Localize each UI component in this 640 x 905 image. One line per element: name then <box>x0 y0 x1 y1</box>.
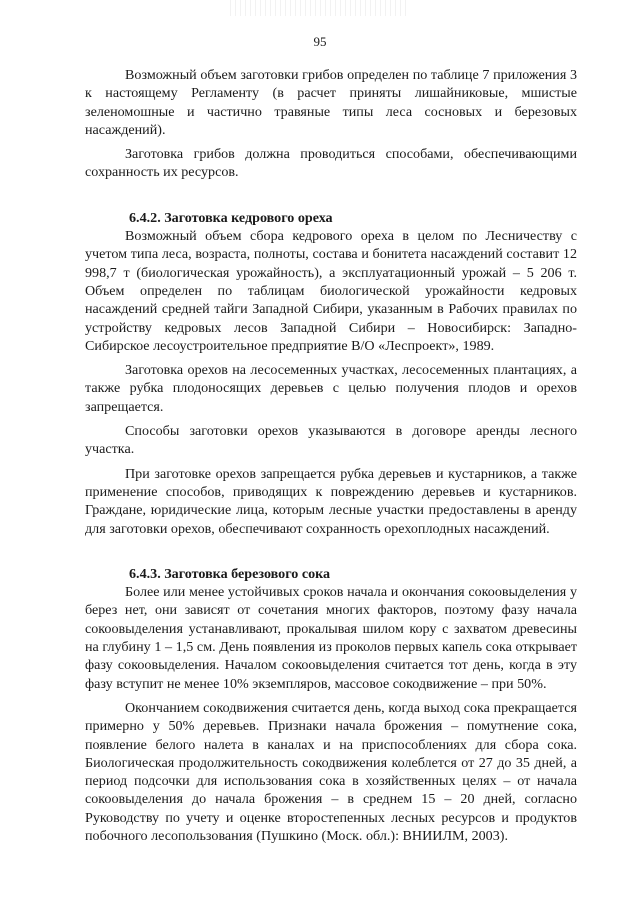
paragraph-mushroom-methods: Заготовка грибов должна проводиться способами, обеспечивающими сохранность их ресурсов. <box>85 146 577 181</box>
page-number: 95 <box>313 34 327 49</box>
paragraph-birch-start: Более или менее устойчивых сроков начала и окончания сокоовыделения у берез нет, они зависят от сочетания многих факторов, поэтому фазу начала сокоовыделения устанавливают, прокалывая шилом кору с захватом древесины на глубину 1 – 1,5 см. День появления из проколов первых капель сока открывает фазу сокоовыделения. Началом сокоовыделения считается тот день, когда в эту фазу вступит не менее 10% экземпляров, массовое сокодвижение – при 50%. <box>85 584 577 692</box>
paragraph-mushroom-volume: Возможный объем заготовки грибов определен по таблице 7 приложения 3 к настоящему Регламенту (в расчет приняты лишайниковые, мшистые зеленомошные и частично травяные типы леса сосновых и березовых насаждений). <box>85 67 577 138</box>
paragraph-cedar-prohibition: Заготовка орехов на лесосеменных участках, лесосеменных плантациях, а также рубка плодоносящих деревьев с целью получения плодов и орехов запрещается. <box>85 362 577 415</box>
paragraph-birch-end: Окончанием сокодвижения считается день, когда выход сока прекращается примерно у 50% деревьев. Признаки начала брожения – помутнение сока, появление белого налета в каналах и на приспособлениях для сбора сока. Биологическая продолжительность сокодвижения колеблется от 27 до 35 дней, а период подсочки для использования сока в хозяйственных целях – от начала сокоовыделения до начала брожения – в среднем 15 – 20 дней, согласно Руководству по учету и оценке второстепенных лесных ресурсов и продуктов побочного лесопользования (Пушкино (Моск. обл.): ВНИИЛМ, 2003). <box>85 699 577 844</box>
section-heading-birch-sap: 6.4.3. Заготовка березового сока <box>129 565 331 582</box>
scan-artifact <box>230 0 410 16</box>
paragraph-cedar-volume: Возможный объем сбора кедрового ореха в целом по Лесничеству с учетом типа леса, возраста, полноты, состава и бонитета насаждений составит 12 998,7 т (биологическая урожайность), а эксплуатационный урожай – 5 206 т. Объем определен по таблицам биологической урожайности кедровых насаждений средней тайги Западной Сибири, указанным в Рабочих правилах по устройству кедровых лесов Западной Сибири – Новосибирск: Западно-Сибирское лесоустроительное предприятие В/О «Леспроект», 1989. <box>85 228 577 354</box>
paragraph-cedar-methods: Способы заготовки орехов указываются в договоре аренды лесного участка. <box>85 423 577 458</box>
document-body <box>85 66 577 845</box>
paragraph-cedar-rules: При заготовке орехов запрещается рубка деревьев и кустарников, а также применение способов, приводящих к повреждению деревьев и кустарников. Граждане, юридические лица, которым лесные участки предоставлены в аренду для заготовки орехов, обеспечивают сохранность орехоплодных насаждений. <box>85 465 577 537</box>
section-heading-cedar-nut: 6.4.2. Заготовка кедрового ореха <box>129 209 333 226</box>
